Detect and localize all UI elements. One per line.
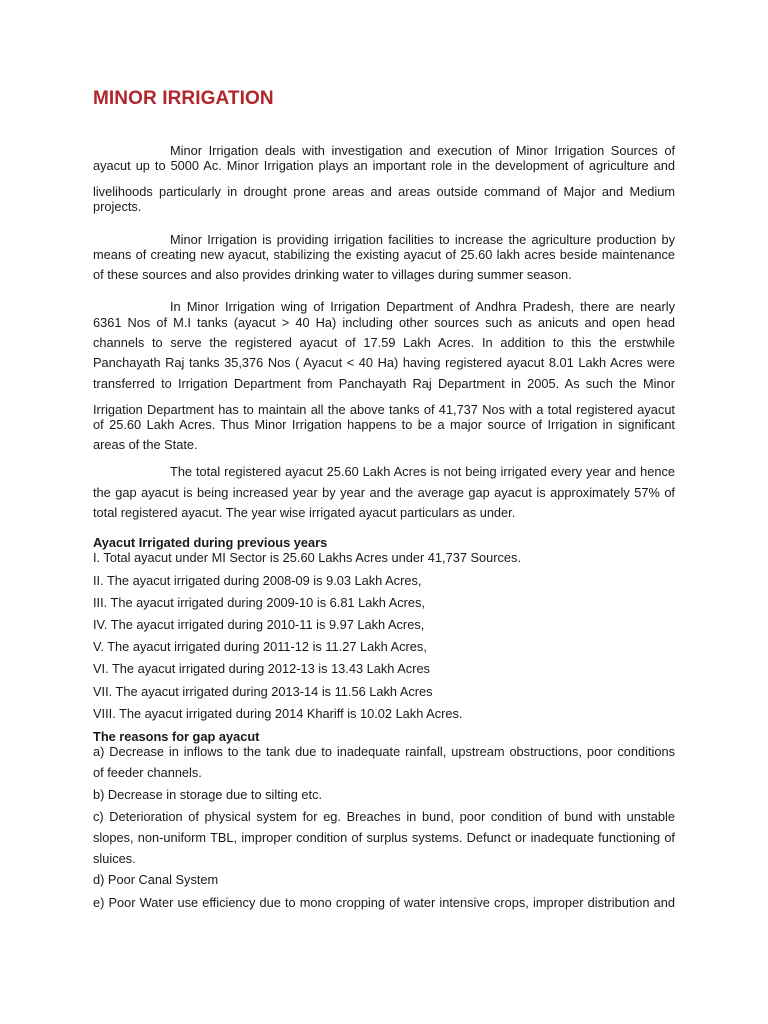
para4-line-1: The total registered ayacut 25.60 Lakh Acres is not being irrigated every year and hence: [170, 464, 675, 479]
para1-line-4: projects.: [93, 199, 142, 214]
reason-line: b) Decrease in storage due to silting etc.: [93, 787, 323, 802]
para2-line-2: means of creating new ayacut, stabilizing the existing ayacut of 25.60 lakh acres beside maintenance: [93, 247, 675, 262]
para1-line-1: Minor Irrigation deals with investigation and execution of Minor Irrigation Sources of: [170, 143, 675, 158]
para3-line-6: Irrigation Department has to maintain all the above tanks of 41,737 Nos with a total registered ayacut: [93, 402, 675, 417]
list-item: II. The ayacut irrigated during 2008-09 is 9.03 Lakh Acres,: [93, 573, 422, 588]
list-item: VIII. The ayacut irrigated during 2014 Khariff is 10.02 Lakh Acres.: [93, 706, 463, 721]
para3-line-8: areas of the State.: [93, 437, 198, 452]
para4-line-2: the gap ayacut is being increased year by year and the average gap ayacut is approximately 57% of: [93, 485, 675, 500]
section-heading-ayacut: Ayacut Irrigated during previous years: [93, 535, 328, 550]
reason-line: e) Poor Water use efficiency due to mono cropping of water intensive crops, improper distribution and: [93, 895, 675, 910]
para3-line-2: 6361 Nos of M.I tanks (ayacut > 40 Ha) including other sources such as anicuts and open head: [93, 315, 675, 330]
page-title: MINOR IRRIGATION: [93, 88, 274, 109]
para3-line-5: transferred to Irrigation Department from Panchayath Raj Department in 2005. As such the Minor: [93, 376, 675, 391]
para3-line-7: of 25.60 Lakh Acres. Thus Minor Irrigation happens to be a major source of Irrigation in significant: [93, 417, 675, 432]
para2-line-3: of these sources and also provides drinking water to villages during summer season.: [93, 267, 572, 282]
section-heading-reasons: The reasons for gap ayacut: [93, 729, 260, 744]
list-item: V. The ayacut irrigated during 2011-12 is 11.27 Lakh Acres,: [93, 639, 427, 654]
para4-line-3: total registered ayacut. The year wise irrigated ayacut particulars as under.: [93, 505, 516, 520]
reason-line: a) Decrease in inflows to the tank due to inadequate rainfall, upstream obstructions, poor conditions: [93, 744, 675, 759]
para3-line-4: Panchayath Raj tanks 35,376 Nos ( Ayacut < 40 Ha) having registered ayacut 8.01 Lakh Acres were: [93, 355, 675, 370]
reason-line: c) Deterioration of physical system for eg. Breaches in bund, poor condition of bund with unstable: [93, 809, 675, 824]
list-item: I. Total ayacut under MI Sector is 25.60 Lakhs Acres under 41,737 Sources.: [93, 550, 521, 565]
para3-line-3: channels to serve the registered ayacut of 17.59 Lakh Acres. In addition to this the erstwhile: [93, 335, 675, 350]
list-item: VI. The ayacut irrigated during 2012-13 is 13.43 Lakh Acres: [93, 661, 430, 676]
reason-line: sluices.: [93, 851, 136, 866]
reason-line: of feeder channels.: [93, 765, 202, 780]
para2-line-1: Minor Irrigation is providing irrigation facilities to increase the agriculture production by: [170, 232, 675, 247]
reason-line: d) Poor Canal System: [93, 872, 219, 887]
reason-line: slopes, non-uniform TBL, improper condition of surplus systems. Defunct or inadequate functioning of: [93, 830, 675, 845]
list-item: III. The ayacut irrigated during 2009-10 is 6.81 Lakh Acres,: [93, 595, 425, 610]
list-item: IV. The ayacut irrigated during 2010-11 is 9.97 Lakh Acres,: [93, 617, 425, 632]
list-item: VII. The ayacut irrigated during 2013-14 is 11.56 Lakh Acres: [93, 684, 433, 699]
para1-line-2: ayacut up to 5000 Ac. Minor Irrigation plays an important role in the development of agriculture and: [93, 158, 675, 173]
para3-line-1: In Minor Irrigation wing of Irrigation Department of Andhra Pradesh, there are nearly: [170, 299, 675, 314]
para1-line-3: livelihoods particularly in drought prone areas and areas outside command of Major and Medium: [93, 184, 675, 199]
